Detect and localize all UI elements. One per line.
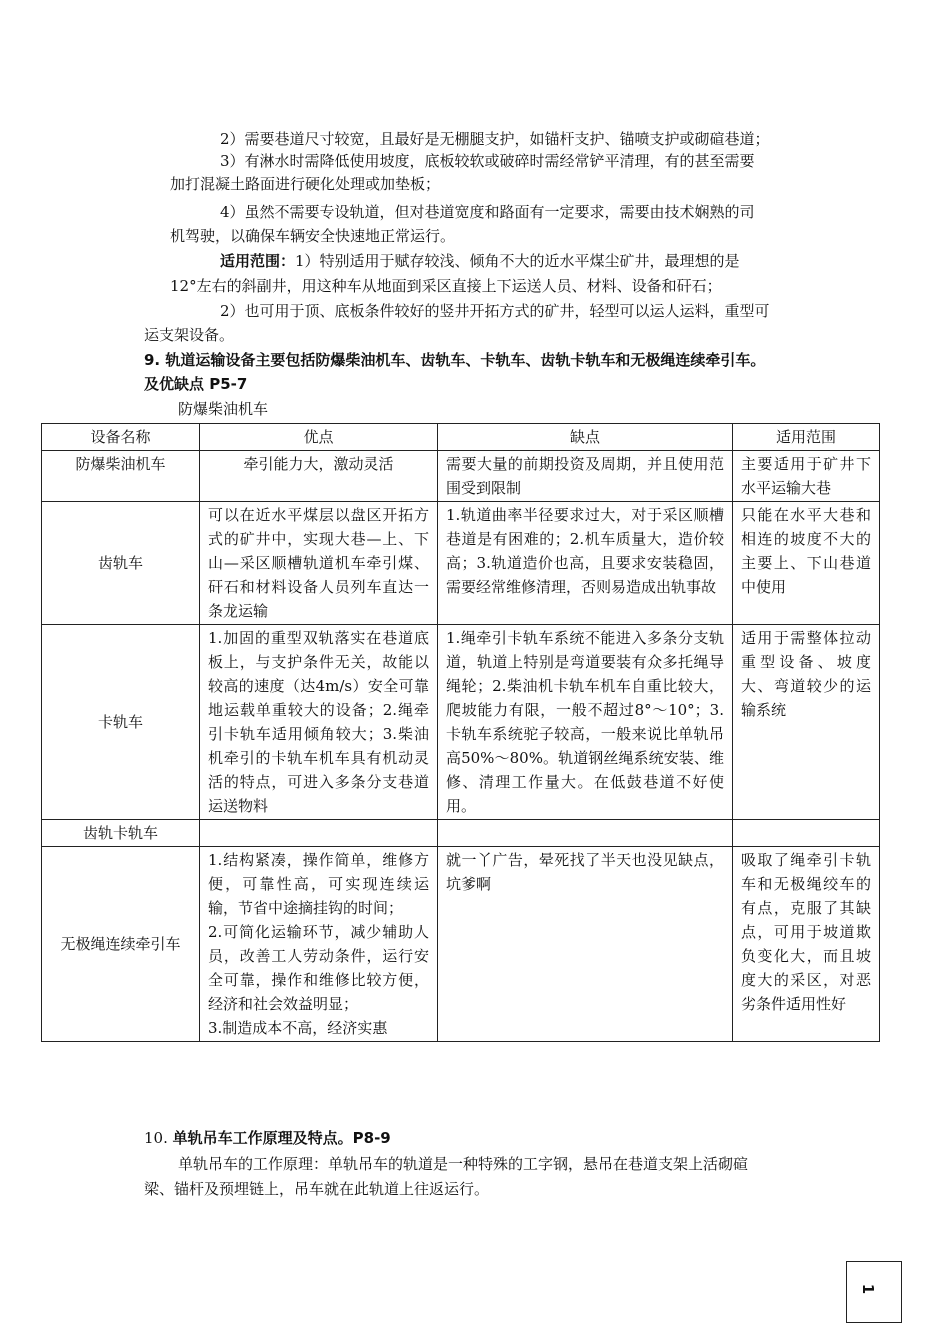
paragraph-line: 加打混凝土路面进行硬化处理或加垫板；: [170, 175, 441, 193]
paragraph-line: 4）虽然不需要专设轨道，但对巷道宽度和路面有一定要求，需要由技术娴熟的司: [220, 203, 755, 221]
row-name: 无极绳连续牵引车: [42, 847, 200, 1042]
section-9-heading-cont: 及优缺点 P5-7: [144, 375, 248, 393]
section-10-number: 10.: [144, 1129, 168, 1147]
row-pros: 可以在近水平煤层以盘区开拓方式的矿井中，实现大巷—上、下山—采区顺槽轨道机车牵引煤、矸石和材料设备人员列车直达一条龙运输: [200, 502, 438, 625]
row-scope: 主要适用于矿井下水平运输大巷: [733, 451, 880, 502]
page-number: 1: [859, 1283, 878, 1295]
pros-item: 2.可简化运输环节，减少辅助人员，改善工人劳动条件，运行安全可靠，操作和维修比较方便，经济和社会效益明显；: [208, 923, 429, 1013]
paragraph-line: 机驾驶，以确保车辆安全快速地正常运行。: [170, 227, 456, 245]
section-10-title: 单轨吊车工作原理及特点。P8-9: [172, 1129, 391, 1147]
section-9-heading: 9. 轨道运输设备主要包括防爆柴油机车、齿轨车、卡轨车、齿轨卡轨车和无极绳连续牵引车。: [144, 351, 766, 369]
paragraph-line: 梁、锚杆及预埋链上，吊车就在此轨道上往返运行。: [144, 1180, 490, 1198]
header-name: 设备名称: [42, 424, 200, 451]
paragraph-line: 2）也可用于顶、底板条件较好的竖井开拓方式的矿井，轻型可以运人运料，重型可: [220, 302, 770, 320]
equipment-table: [41, 423, 880, 1042]
pros-item: 3.制造成本不高，经济实惠: [208, 1019, 388, 1037]
paragraph-line: 单轨吊车的工作原理：单轨吊车的轨道是一种特殊的工字钢，悬吊在巷道支架上活砌碹: [178, 1155, 749, 1173]
header-scope: 适用范围: [733, 424, 880, 451]
table-caption: 防爆柴油机车: [178, 400, 269, 418]
row-scope: 吸取了绳牵引卡轨车和无极绳绞车的有点，克服了其缺点，可用于坡道欺负变化大，而且坡度大的采区，对恶劣条件适用性好: [733, 847, 880, 1042]
table-row: [42, 451, 880, 502]
row-scope: [733, 820, 880, 847]
paragraph-line: [220, 250, 740, 272]
row-cons: 就一丫广告，晕死找了半天也没见缺点，坑爹啊: [438, 847, 733, 1042]
row-cons: 1.轨道曲率半径要求过大，对于采区顺槽巷道是有困难的；2.机车质量大，造价较高；3.轨道造价也高，且要求安装稳固，需要经常维修清理，否则易造成出轨事故: [438, 502, 733, 625]
paragraph-line: 运支架设备。: [144, 326, 235, 344]
row-name: 卡轨车: [42, 625, 200, 820]
header-pros: 优点: [200, 424, 438, 451]
row-pros: [200, 820, 438, 847]
table-row: [42, 625, 880, 820]
table-header-row: [42, 424, 880, 451]
row-scope: 适用于需整体拉动重型设备、坡度大、弯道较少的运输系统: [733, 625, 880, 820]
row-pros: 1.加固的重型双轨落实在巷道底板上，与支护条件无关，故能以较高的速度（达4m/s）安全可靠地运载单重较大的设备；2.绳牵引卡轨车适用倾角较大；3.柴油机牵引的卡轨车机车具有机动灵活的特点，可进入多条分支巷道运送物料: [200, 625, 438, 820]
row-name: 齿轨车: [42, 502, 200, 625]
paragraph-line: 2）需要巷道尺寸较宽，且最好是无棚腿支护，如锚杆支护、锚喷支护或砌碹巷道；: [220, 130, 770, 148]
table-row: [42, 847, 880, 1042]
row-cons: 1.绳牵引卡轨车系统不能进入多条分支轨道，轨道上特别是弯道要装有众多托绳导绳轮；2.柴油机卡轨车机车自重比较大，爬坡能力有限，一般不超过8°～10°；3.卡轨车系统驼子较高，一般来说比单轨吊高50%～80%。轨道钢丝绳系统安装、维修、清理工作量大。在低鼓巷道不好使用。: [438, 625, 733, 820]
scope-label: 适用范围：: [220, 252, 296, 270]
row-name: 齿轨卡轨车: [42, 820, 200, 847]
pros-item: 1.结构紧凑，操作简单，维修方便，可靠性高，可实现连续运输，节省中途摘挂钩的时间；: [208, 851, 429, 917]
row-pros: [200, 847, 438, 1042]
row-scope: 只能在水平大巷和相连的坡度不大的主要上、下山巷道中使用: [733, 502, 880, 625]
row-pros: 牵引能力大，激动灵活: [200, 451, 438, 502]
page-stack-back: [857, 1249, 913, 1311]
paragraph-line: 12°左右的斜副井，用这种车从地面到采区直接上下运送人员、材料、设备和矸石；: [170, 277, 722, 295]
table-row: [42, 502, 880, 625]
scope-text: 1）特别适用于赋存较浅、倾角不大的近水平煤尘矿井，最理想的是: [295, 252, 740, 270]
row-cons: 需要大量的前期投资及周期，并且使用范围受到限制: [438, 451, 733, 502]
paragraph-line: 3）有淋水时需降低使用坡度，底板较软或破碎时需经常铲平清理，有的甚至需要: [220, 152, 755, 170]
table-row: [42, 820, 880, 847]
row-name: 防爆柴油机车: [42, 451, 200, 502]
header-cons: 缺点: [438, 424, 733, 451]
row-cons: [438, 820, 733, 847]
section-10-heading: [144, 1127, 391, 1149]
page-number-badge: [846, 1261, 902, 1323]
